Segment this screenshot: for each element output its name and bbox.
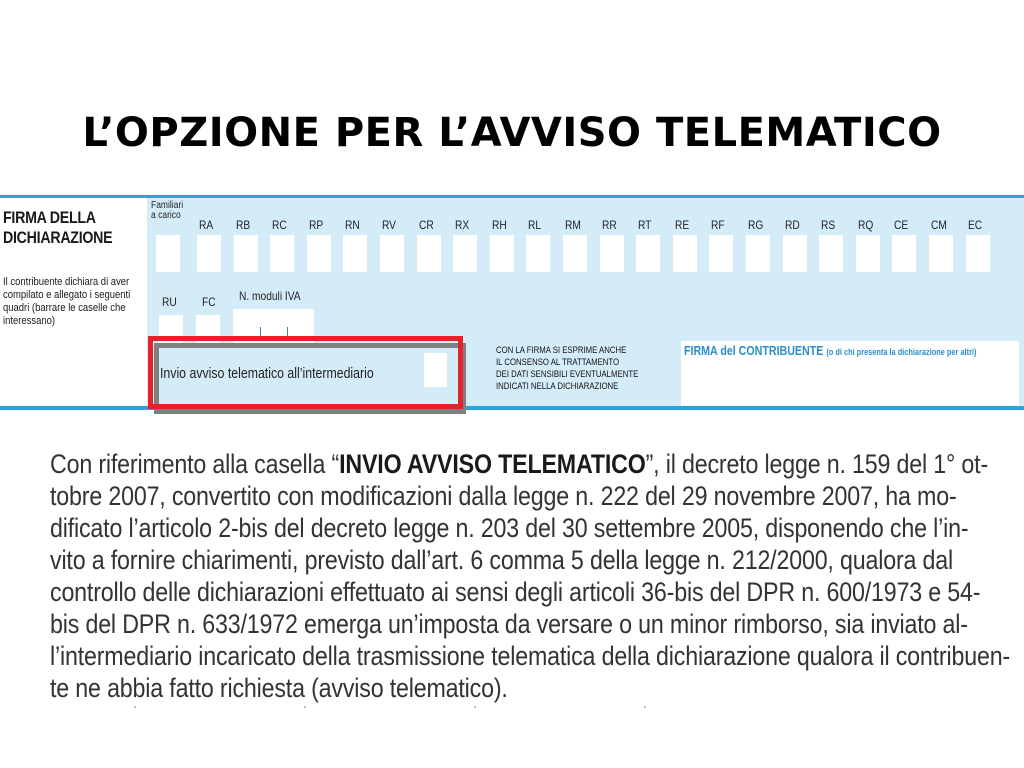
quadro-label-fc: FC bbox=[202, 295, 216, 309]
quadro-label-cm: CM bbox=[931, 218, 947, 232]
checkbox-cm[interactable] bbox=[929, 235, 953, 272]
quadro-label-rc: RC bbox=[272, 218, 287, 232]
checkbox-rq[interactable] bbox=[856, 235, 880, 272]
quadro-label-rq: RQ bbox=[858, 218, 874, 232]
checkbox-re[interactable] bbox=[673, 235, 697, 272]
form-heading: FIRMA DELLA DICHIARAZIONE bbox=[3, 209, 113, 247]
consent-line: CON LA FIRMA SI ESPRIME ANCHE bbox=[496, 345, 627, 356]
checkbox-rv[interactable] bbox=[380, 235, 404, 272]
explanatory-paragraph bbox=[50, 448, 1011, 704]
familiari-label-line1: Familiari bbox=[151, 200, 184, 211]
paragraph-line: bis del DPR n. 633/1972 emerga un’imposta da versare o un minor rimborso, sia inviato al- bbox=[50, 609, 968, 639]
consent-text bbox=[496, 345, 642, 393]
paragraph-line: l’intermediario incaricato della trasmissione telematica della dichiarazione qualora il contribuen- bbox=[50, 641, 1011, 671]
quadro-label-ce: CE bbox=[894, 218, 909, 232]
checkbox-rr[interactable] bbox=[600, 235, 624, 272]
familiari-label-line2: a carico bbox=[151, 210, 181, 221]
checkbox-rh[interactable] bbox=[490, 235, 514, 272]
paragraph-line: tobre 2007, convertito con modificazioni dalla legge n. 222 del 29 novembre 2007, ha mo- bbox=[50, 481, 957, 511]
quadro-label-rv: RV bbox=[382, 218, 396, 232]
consent-line: DEI DATI SENSIBILI EVENTUALMENTE bbox=[496, 369, 639, 380]
quadro-label-rf: RF bbox=[711, 218, 725, 232]
checkbox-rt[interactable] bbox=[636, 235, 660, 272]
paragraph-line: te ne abbia fatto richiesta (avviso telematico). bbox=[50, 673, 508, 703]
checkbox-rf[interactable] bbox=[709, 235, 733, 272]
checkbox-rd[interactable] bbox=[783, 235, 807, 272]
paragraph-text: ”, il decreto legge n. 159 del 1° ot- bbox=[645, 449, 989, 479]
consent-line: IL CONSENSO AL TRATTAMENTO bbox=[496, 357, 620, 368]
paragraph-emphasis: INVIO AVVISO TELEMATICO bbox=[339, 449, 646, 479]
quadro-label-rn: RN bbox=[345, 218, 360, 232]
moduli-iva-label: N. moduli IVA bbox=[239, 289, 301, 303]
form-instruction-note: Il contribuente dichiara di aver compilato e allegato i seguenti quadri (barrare le caselle che interessano) bbox=[3, 276, 131, 327]
invio-avviso-label: Invio avviso telematico all’intermediario bbox=[160, 366, 374, 382]
checkbox-rx[interactable] bbox=[453, 235, 477, 272]
checkbox-rb[interactable] bbox=[234, 235, 258, 272]
quadro-label-rx: RX bbox=[455, 218, 470, 232]
signature-label bbox=[684, 343, 976, 358]
checkbox-rl[interactable] bbox=[526, 235, 550, 272]
checkbox-ra[interactable] bbox=[197, 235, 221, 272]
quadro-label-rt: RT bbox=[638, 218, 652, 232]
checkbox-ce[interactable] bbox=[892, 235, 916, 272]
paragraph-line bbox=[50, 448, 989, 480]
quadro-label-rs: RS bbox=[821, 218, 836, 232]
quadro-label-ra: RA bbox=[199, 218, 214, 232]
checkbox-rc[interactable] bbox=[270, 235, 294, 272]
consent-line: INDICATI NELLA DICHIARAZIONE bbox=[496, 381, 619, 392]
quadro-label-rr: RR bbox=[602, 218, 617, 232]
cropped-next-line bbox=[50, 705, 730, 709]
quadro-label-rd: RD bbox=[785, 218, 800, 232]
slide-title: L’OPZIONE PER L’AVVISO TELEMATICO bbox=[82, 110, 942, 156]
checkbox-familiari[interactable] bbox=[156, 235, 180, 272]
quadro-label-ru: RU bbox=[162, 295, 177, 309]
quadro-label-rp: RP bbox=[309, 218, 324, 232]
checkbox-rs[interactable] bbox=[819, 235, 843, 272]
quadro-label-rl: RL bbox=[528, 218, 542, 232]
quadro-label-rb: RB bbox=[236, 218, 251, 232]
checkbox-rn[interactable] bbox=[343, 235, 367, 272]
paragraph-text: Con riferimento alla casella “ bbox=[50, 449, 340, 479]
checkbox-rm[interactable] bbox=[563, 235, 587, 272]
quadro-label-cr: CR bbox=[419, 218, 434, 232]
form-left-column bbox=[0, 198, 147, 406]
signature-label-sub: (o di chi presenta la dichiarazione per altri) bbox=[826, 347, 977, 357]
signature-label-main: FIRMA del CONTRIBUENTE bbox=[684, 343, 824, 358]
checkbox-rp[interactable] bbox=[307, 235, 331, 272]
paragraph-line: dificato l’articolo 2-bis del decreto legge n. 203 del 30 settembre 2005, disponendo che l’in- bbox=[50, 513, 969, 543]
quadro-label-re: RE bbox=[675, 218, 690, 232]
quadro-label-rh: RH bbox=[492, 218, 507, 232]
quadro-label-ec: EC bbox=[968, 218, 983, 232]
checkbox-ec[interactable] bbox=[966, 235, 990, 272]
checkbox-cr[interactable] bbox=[417, 235, 441, 272]
paragraph-line: controllo delle dichiarazioni effettuato ai sensi degli articoli 36-bis del DPR n. 600/1973 e 54- bbox=[50, 577, 981, 607]
quadro-label-rg: RG bbox=[748, 218, 764, 232]
checkbox-rg[interactable] bbox=[746, 235, 770, 272]
quadro-label-rm: RM bbox=[565, 218, 581, 232]
highlight-frame bbox=[148, 336, 463, 409]
paragraph-line: vito a fornire chiarimenti, previsto dall’art. 6 comma 5 della legge n. 212/2000, qualora dal bbox=[50, 545, 953, 575]
